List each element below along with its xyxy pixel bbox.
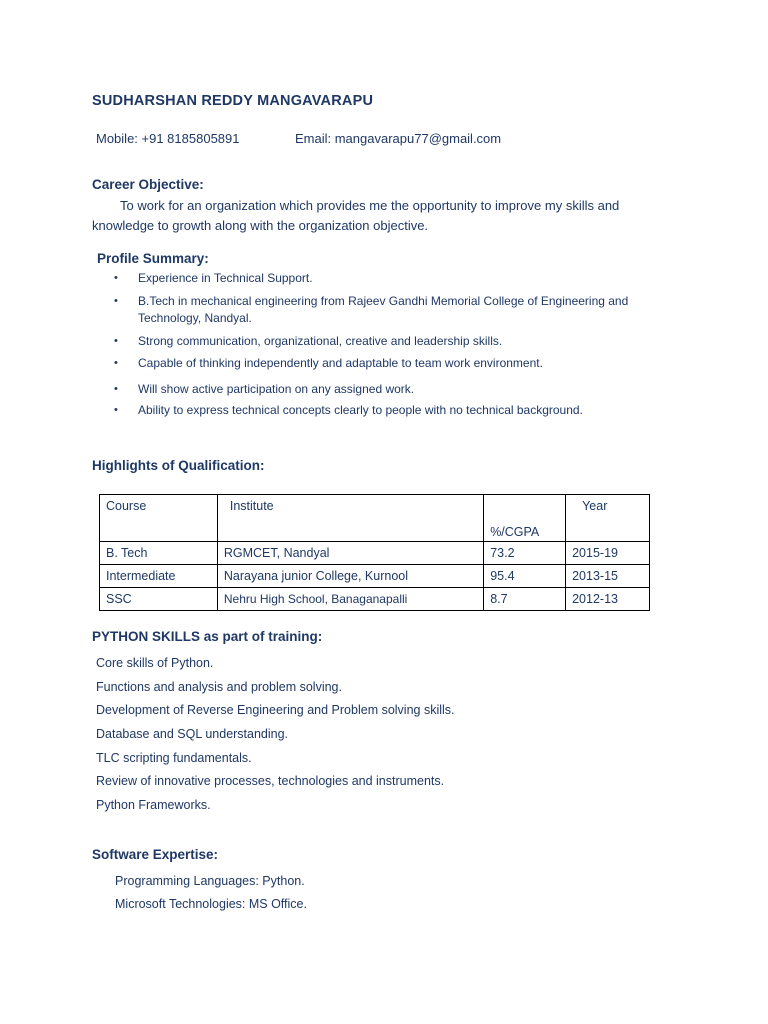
table-row — [100, 588, 650, 611]
list-item: Core skills of Python. — [96, 656, 214, 670]
column-header-institute: Institute — [217, 495, 483, 542]
contact-line — [96, 131, 502, 146]
list-item: Database and SQL understanding. — [96, 727, 289, 742]
list-item: Review of innovative processes, technologies and instruments. — [96, 774, 445, 789]
python-skills-heading: PYTHON SKILLS as part of training: — [92, 629, 323, 644]
candidate-name: SUDHARSHAN REDDY MANGAVARAPU — [92, 93, 374, 109]
list-item: Python Frameworks. — [96, 798, 211, 813]
profile-summary-list — [114, 270, 684, 419]
column-header-year: Year — [566, 495, 650, 542]
table-cell: B. Tech — [100, 542, 218, 565]
table-cell: 2015-19 — [566, 542, 650, 565]
list-item: • Will show active participation on any assigned work. — [114, 381, 684, 398]
table-cell: 2013-15 — [566, 565, 650, 588]
table-row — [100, 542, 650, 565]
column-header-cgpa: %/CGPA — [484, 495, 566, 542]
career-objective-text: To work for an organization which provides me the opportunity to improve my skills and knowledge to growth along with the organization objective. — [92, 198, 620, 233]
list-item: • Experience in Technical Support. — [114, 270, 684, 287]
mobile-number: Mobile: +91 8185805891 — [96, 131, 240, 146]
qualification-heading: Highlights of Qualification: — [92, 458, 265, 473]
table-cell: Intermediate — [100, 565, 218, 588]
qualification-table — [99, 494, 650, 611]
table-cell: 95.4 — [484, 565, 566, 588]
email-address: Email: mangavarapu77@gmail.com — [295, 131, 502, 146]
software-expertise-heading: Software Expertise: — [92, 847, 219, 862]
list-item: Functions and analysis and problem solving. — [96, 679, 342, 694]
list-item: Microsoft Technologies: MS Office. — [115, 897, 307, 911]
table-cell: SSC — [100, 588, 218, 611]
list-item: Programming Languages: Python. — [115, 874, 305, 888]
table-cell: Nehru High School, Banaganapalli — [217, 588, 483, 611]
python-skills-list — [96, 656, 455, 822]
career-objective-heading: Career Objective: — [92, 177, 204, 192]
list-item: TLC scripting fundamentals. — [96, 750, 252, 765]
table-cell: Narayana junior College, Kurnool — [217, 565, 483, 588]
table-cell: 8.7 — [484, 588, 566, 611]
table-cell: 2012-13 — [566, 588, 650, 611]
list-item: • Ability to express technical concepts clearly to people with no technical background. — [114, 402, 684, 419]
list-item: • B.Tech in mechanical engineering from Rajeev Gandhi Memorial College of Engineering and Technology, Nandyal. — [114, 293, 684, 327]
software-expertise-list — [115, 874, 307, 920]
column-header-course: Course — [100, 495, 218, 542]
list-item: • Strong communication, organizational, creative and leadership skills. — [114, 333, 684, 350]
table-cell: RGMCET, Nandyal — [217, 542, 483, 565]
list-item: Development of Reverse Engineering and Problem solving skills. — [96, 703, 455, 718]
list-item: • Capable of thinking independently and adaptable to team work environment. — [114, 355, 684, 372]
table-header-row — [100, 495, 650, 542]
table-row — [100, 565, 650, 588]
profile-summary-heading: Profile Summary: — [97, 251, 209, 266]
table-cell: 73.2 — [484, 542, 566, 565]
